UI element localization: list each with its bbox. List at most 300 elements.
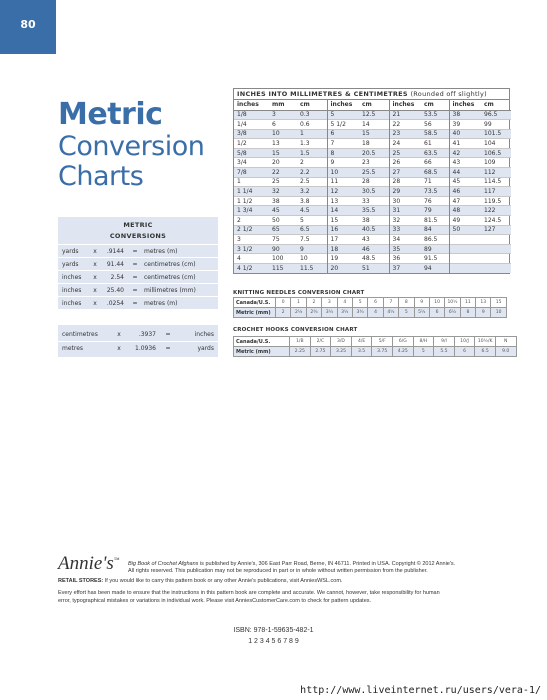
table-cell: 96.5 [481,110,511,120]
table-cell: 3.2 [297,187,327,197]
table-cell: 1/2 [234,139,269,149]
size-row-label: Metric (mm) [234,347,290,357]
table-cell: 63.5 [421,148,449,158]
table-cell: 1 [234,177,269,187]
table-cell: 24 [389,139,421,149]
size-cell: 2 [306,298,321,308]
table-cell: 45 [269,206,297,216]
inches-table-caption: INCHES INTO MILLIMETRES & CENTIMETRES (Rounded off slightly) [234,89,509,100]
conversion-row [58,244,218,257]
table-cell: 104 [481,139,511,149]
size-cell: 6/G [392,337,413,347]
conversion-cell: = [132,260,138,268]
table-cell: 117 [481,187,511,197]
size-cell: 2/C [310,337,331,347]
size-cell: 3½ [337,308,352,318]
table-row [234,139,511,149]
table-cell: 53.5 [421,110,449,120]
size-cell: 8 [460,308,475,318]
conversion-cell: = [165,345,171,352]
table-cell: 8 [327,148,359,158]
table-row [234,216,511,226]
table-cell: 47 [449,196,481,206]
conversion-row [58,341,218,355]
table-cell: 49 [449,216,481,226]
table-cell: 7.5 [297,235,327,245]
table-cell: 71 [421,177,449,187]
table-cell: 13 [327,196,359,206]
size-cell: 5 [352,298,367,308]
table-cell: 43 [449,158,481,168]
table-cell: 28 [359,177,389,187]
table-cell: 5 [297,216,327,226]
table-cell: 1 1/2 [234,196,269,206]
table-cell: 5 [327,110,359,120]
table-cell: 2.5 [297,177,327,187]
conversion-cell: .9144 [106,247,124,255]
table-cell: 33 [389,225,421,235]
conversion-cell: 1.0936 [135,345,156,352]
table-row [234,110,511,120]
table-cell: 81.5 [421,216,449,226]
column-header: cm [359,100,389,110]
conversion-cell: 2.54 [110,273,124,281]
size-cell: 5 [413,347,434,357]
table-cell: 1/4 [234,120,269,130]
table-cell [481,244,511,254]
conversion-cell: centimetres (cm) [144,273,196,281]
table-cell: 3 [269,110,297,120]
table-row [234,148,511,158]
conversion-cell: .0254 [106,299,124,307]
table-cell: 1 [297,129,327,139]
table-row [234,206,511,216]
table-cell: 3/8 [234,129,269,139]
table-cell: 84 [421,225,449,235]
disclaimer: Every effort has been made to ensure that the instructions in this pattern book are complete and accurate. We cannot, however, take responsibility for human error, typographical mistakes or variations in individual work. Please visit AnniesCustomerCare.com to check for pattern updates. [58,590,440,604]
size-cell: 6 [429,308,444,318]
table-cell: 15 [327,216,359,226]
size-cell: N [495,337,516,347]
table-row [234,187,511,197]
table-cell: 18 [359,139,389,149]
table-cell: 50 [449,225,481,235]
size-cell: 5 [399,308,414,318]
conversion-cell: x [93,286,97,294]
table-cell: 112 [481,168,511,178]
size-cell: 6 [454,347,475,357]
watermark-url: http://www.liveinternet.ru/users/vera-1/ [300,685,541,696]
table-cell: 9 [297,244,327,254]
table-cell: 23 [389,129,421,139]
table-cell: 122 [481,206,511,216]
size-cell: 5.5 [434,347,455,357]
table-row [234,244,511,254]
table-cell: 32 [269,187,297,197]
size-cell: 4 [337,298,352,308]
table-cell: 42 [449,148,481,158]
table-cell: 38 [359,216,389,226]
table-cell: 48 [449,206,481,216]
size-cell: 4/E [351,337,372,347]
size-cell: 9.0 [495,347,516,357]
table-cell: 33 [359,196,389,206]
title-line-2: Conversion [58,131,205,162]
table-row [234,177,511,187]
size-row [234,347,517,357]
table-row [234,235,511,245]
table-cell: 25 [269,177,297,187]
table-row [234,254,511,264]
size-cell: 4 [368,308,383,318]
table-cell: 14 [327,206,359,216]
table-cell: 25 [389,148,421,158]
inches-conversion-table [233,88,510,274]
page-number-tab [0,0,56,54]
table-cell: 4 [234,254,269,264]
table-cell: 91.5 [421,254,449,264]
conversion-cell: x [93,299,97,307]
table-cell: 43 [359,235,389,245]
table-cell: 40.5 [359,225,389,235]
knitting-needles-table [233,297,507,318]
size-row [234,298,507,308]
conversion-row [58,327,218,341]
title-line-3: Charts [58,161,144,192]
table-cell: 30 [389,196,421,206]
size-cell: 3/D [331,337,352,347]
conversion-cell: x [93,260,97,268]
table-cell: 23 [359,158,389,168]
page-title [58,97,205,192]
table-cell: 15 [269,148,297,158]
table-cell [449,254,481,264]
size-cell: 4.25 [392,347,413,357]
table-cell: 46 [449,187,481,197]
table-cell: 2 1/2 [234,225,269,235]
column-header: mm [269,100,297,110]
metric-conversions-heading: METRIC CONVERSIONS [109,221,167,240]
table-cell: 44 [449,168,481,178]
table-cell: 41 [449,139,481,149]
table-cell: 35 [389,244,421,254]
column-header: inches [327,100,359,110]
table-cell: 6.5 [297,225,327,235]
printing-line: 1 2 3 4 5 6 7 8 9 [248,638,299,645]
size-cell: 9/I [434,337,455,347]
size-cell: 2¾ [306,308,321,318]
column-header: cm [481,100,511,110]
table-cell: 18 [327,244,359,254]
size-cell: 3.25 [331,347,352,357]
table-cell: 1/8 [234,110,269,120]
table-cell: 27 [389,168,421,178]
isbn: ISBN: 978-1-59635-482-1 [233,627,314,634]
table-cell: 4.5 [297,206,327,216]
table-row [234,225,511,235]
conversion-row [58,257,218,270]
size-cell: 5½ [414,308,429,318]
conversion-cell: = [132,286,138,294]
table-cell: 124.5 [481,216,511,226]
conversion-cell: x [93,273,97,281]
size-cell: 1 [291,298,306,308]
table-cell: 114.5 [481,177,511,187]
table-cell: 11.5 [297,264,327,274]
table-row [234,158,511,168]
size-cell: 2 [276,308,291,318]
table-cell: 66 [421,158,449,168]
table-cell: 100 [269,254,297,264]
table-cell: 22 [389,120,421,130]
size-cell: 6.5 [475,347,496,357]
table-cell: 3/4 [234,158,269,168]
conversion-cell: 25.40 [106,286,124,294]
table-cell: 73.5 [421,187,449,197]
table-cell: 0.6 [297,120,327,130]
conversion-row [58,270,218,283]
size-cell: 15 [491,298,506,308]
size-cell: 3¾ [352,308,367,318]
table-row [234,264,511,274]
metric-conversions-box [58,217,218,309]
size-cell: 11 [460,298,475,308]
size-cell: 10½/K [475,337,496,347]
conversion-cell: yards [197,345,214,352]
table-cell: 61 [421,139,449,149]
size-cell: 6 [368,298,383,308]
size-cell: 3.5 [351,347,372,357]
table-cell: 7/8 [234,168,269,178]
table-cell: 17 [327,235,359,245]
table-cell: 48.5 [359,254,389,264]
table-cell [449,244,481,254]
table-cell: 14 [359,120,389,130]
table-cell: 12.5 [359,110,389,120]
table-cell: 10 [269,129,297,139]
table-cell: 22 [269,168,297,178]
table-cell: 58.5 [421,129,449,139]
conversion-cell: inches [194,330,214,338]
table-cell: 12 [327,187,359,197]
table-row [234,196,511,206]
table-cell: 5 1/2 [327,120,359,130]
conversion-cell: metres (m) [144,299,178,307]
table-cell: 86.5 [421,235,449,245]
table-cell: 75 [269,235,297,245]
table-cell: 56 [421,120,449,130]
table-cell: 51 [359,264,389,274]
conversion-row [58,283,218,296]
table-cell: 2.2 [297,168,327,178]
column-header: cm [297,100,327,110]
conversion-cell: 91.44 [106,260,124,268]
annies-logo: Annie's™ [58,553,120,574]
table-cell: 19 [327,254,359,264]
table-cell: 0.3 [297,110,327,120]
table-cell: 13 [269,139,297,149]
table-row [234,168,511,178]
table-cell: 2 [234,216,269,226]
table-cell: 31 [389,206,421,216]
table-cell: 38 [449,110,481,120]
conversion-cell: x [93,247,97,255]
table-cell [449,264,481,274]
table-cell: 3 [234,235,269,245]
conversion-cell: centimetres [62,330,98,338]
size-cell: 3 [322,298,337,308]
table-cell: 1.5 [297,148,327,158]
table-cell: 99 [481,120,511,130]
table-cell: 5/8 [234,148,269,158]
table-cell: 45 [449,177,481,187]
table-cell: 39 [449,120,481,130]
table-cell: 11 [327,177,359,187]
crochet-hooks-title: CROCHET HOOKS CONVERSION CHART [233,327,358,333]
table-cell: 3 1/2 [234,244,269,254]
column-header: cm [421,100,449,110]
table-cell: 1.3 [297,139,327,149]
conversion-cell: metres (m) [144,247,178,255]
table-cell: 37 [389,264,421,274]
conversion-cell: inches [62,286,82,294]
table-cell: 26 [389,158,421,168]
table-cell: 119.5 [481,196,511,206]
table-cell: 89 [421,244,449,254]
conversion-cell: centimetres (cm) [144,260,196,268]
conversion-cell: millimetres (mm) [144,286,196,294]
table-cell: 7 [327,139,359,149]
conversion-cell: metres [62,345,84,352]
table-cell: 15 [359,129,389,139]
table-cell: 1 1/4 [234,187,269,197]
table-cell: 25.5 [359,168,389,178]
table-cell: 20 [327,264,359,274]
size-cell: 1/B [290,337,311,347]
size-cell: 7 [383,298,398,308]
conversion-cell: inches [62,299,82,307]
size-cell: 6½ [445,308,460,318]
conversion-row [58,296,218,309]
table-cell: 10 [297,254,327,264]
table-cell [481,264,511,274]
size-cell: 9 [414,298,429,308]
table-cell: 6 [269,120,297,130]
size-cell: 13 [476,298,491,308]
table-cell: 90 [269,244,297,254]
table-cell: 28 [389,177,421,187]
table-cell: 79 [421,206,449,216]
title-line-1: Metric [58,97,163,132]
table-cell: 68.5 [421,168,449,178]
table-cell: 36 [389,254,421,264]
size-cell: 2.75 [310,347,331,357]
table-cell: 4 1/2 [234,264,269,274]
size-row-label: Metric (mm) [234,308,276,318]
table-cell: 21 [389,110,421,120]
column-header: inches [449,100,481,110]
size-cell: 4½ [383,308,398,318]
size-cell: 10 [491,308,506,318]
publisher-info: Big Book of Crochet Afghans is published by Annie's, 306 East Parr Road, Berne, IN 46711. Printed in USA. Copyright © 2012 Annie's. All rights reserved. This publication may not be reproduced in part or in whole without written permission from the publisher. [128,561,456,574]
table-cell: 50 [269,216,297,226]
size-row [234,337,517,347]
table-cell: 46 [359,244,389,254]
size-cell: 8/H [413,337,434,347]
page-number: 80 [20,17,36,31]
table-cell: 10 [327,168,359,178]
conversion-cell: inches [62,273,82,281]
size-cell: 10½ [445,298,460,308]
size-cell: 9 [476,308,491,318]
table-cell: 76 [421,196,449,206]
table-cell: 20 [269,158,297,168]
conversion-cell: yards [62,247,79,255]
size-cell: 5/F [372,337,393,347]
size-cell: 3.75 [372,347,393,357]
column-header: inches [389,100,421,110]
table-cell: 1 3/4 [234,206,269,216]
table-cell: 65 [269,225,297,235]
size-cell: 0 [276,298,291,308]
size-cell: 8 [399,298,414,308]
table-cell: 38 [269,196,297,206]
table-cell: 101.5 [481,129,511,139]
table-row [234,129,511,139]
size-row [234,308,507,318]
conversion-cell: yards [62,260,79,268]
table-cell: 40 [449,129,481,139]
size-cell: 2.25 [290,347,311,357]
table-cell: 29 [389,187,421,197]
table-cell: 9 [327,158,359,168]
retail-stores-note: RETAIL STORES: If you would like to carry this pattern book or any other Annie's publications, visit AnniesWSL.com. [58,578,343,584]
size-cell: 10/J [454,337,475,347]
conversion-cell: = [132,299,138,307]
table-cell [481,254,511,264]
table-cell: 109 [481,158,511,168]
conversion-cell: = [132,273,138,281]
table-cell: 6 [327,129,359,139]
size-cell: 2¼ [291,308,306,318]
crochet-hooks-table [233,336,517,357]
knitting-needles-title: KNITTING NEEDLES CONVERSION CHART [233,290,365,296]
table-cell [481,235,511,245]
conversion-cell: = [165,330,171,338]
table-cell: 16 [327,225,359,235]
table-cell: 94 [421,264,449,274]
table-cell: 35.5 [359,206,389,216]
size-row-label: Canada/U.S. [234,298,276,308]
conversion-cell: x [117,345,121,352]
table-cell: 106.5 [481,148,511,158]
size-cell: 10 [429,298,444,308]
table-row [234,120,511,130]
conversion-cell: x [117,330,121,338]
table-cell: 115 [269,264,297,274]
size-cell: 3¼ [322,308,337,318]
size-row-label: Canada/U.S. [234,337,290,347]
table-cell [449,235,481,245]
conversion-cell: .3937 [138,330,156,338]
conversion-cell: = [132,247,138,255]
column-header: inches [234,100,269,110]
table-cell: 30.5 [359,187,389,197]
table-cell: 3.8 [297,196,327,206]
table-cell: 34 [389,235,421,245]
reverse-conversions-box [58,325,218,357]
table-cell: 20.5 [359,148,389,158]
